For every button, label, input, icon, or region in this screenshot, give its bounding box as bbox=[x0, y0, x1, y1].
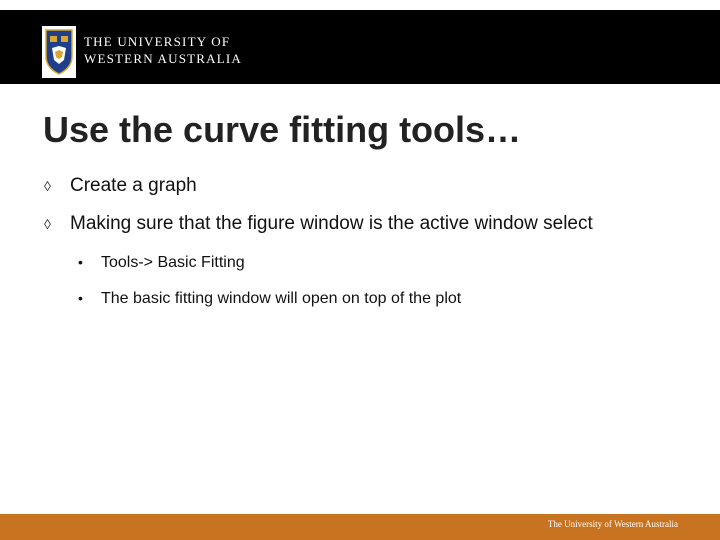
university-wordmark bbox=[84, 33, 242, 67]
bullet-item bbox=[44, 174, 197, 198]
slide-title: Use the curve fitting tools… bbox=[43, 109, 522, 150]
university-name-line1: THE UNIVERSITY OF bbox=[84, 34, 231, 49]
footer-text: The University of Western Australia bbox=[547, 519, 678, 529]
diamond-bullet-icon: ◊ bbox=[44, 216, 51, 232]
sub-bullet-text: The basic fitting window will open on top of the plot bbox=[101, 290, 462, 307]
header-bar bbox=[0, 10, 720, 84]
university-crest-icon bbox=[42, 26, 76, 78]
dot-bullet-icon: • bbox=[78, 254, 83, 270]
sub-bullet-item bbox=[78, 288, 461, 309]
bullet-item bbox=[44, 212, 593, 236]
sub-bullet-text: Tools-> Basic Fitting bbox=[101, 254, 245, 271]
bullet-text: Making sure that the figure window is the active window select bbox=[70, 213, 593, 234]
sub-bullet-item bbox=[78, 252, 245, 273]
diamond-bullet-icon: ◊ bbox=[44, 178, 51, 194]
university-name-line2: WESTERN AUSTRALIA bbox=[84, 51, 242, 66]
footer-bar bbox=[0, 514, 720, 540]
bullet-text: Create a graph bbox=[70, 175, 197, 196]
dot-bullet-icon: • bbox=[78, 290, 83, 306]
